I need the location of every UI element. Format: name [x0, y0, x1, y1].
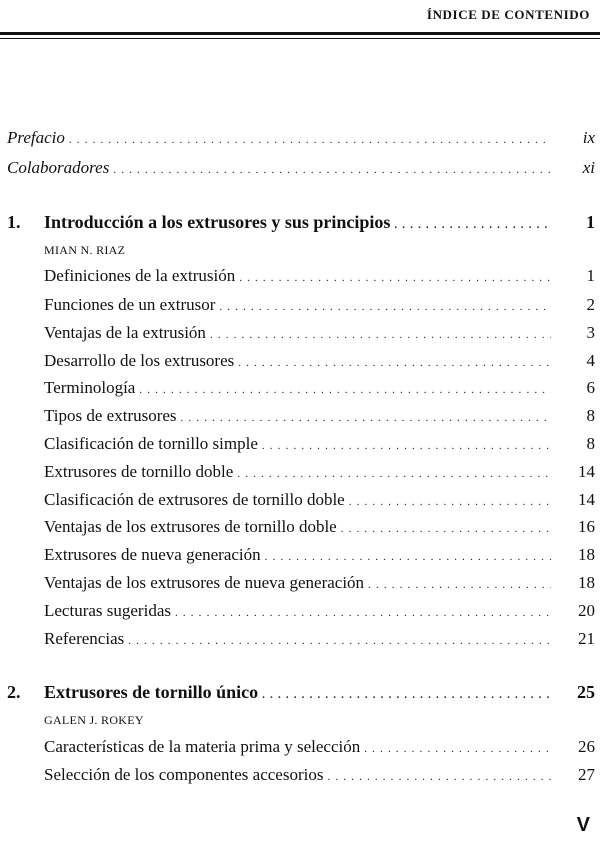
chapter-title: Introducción a los extrusores y sus principios [44, 212, 391, 232]
toc-entry-label: Funciones de un extrusor [44, 295, 216, 314]
toc-entry[interactable] [44, 351, 595, 373]
toc-entry[interactable] [44, 434, 595, 456]
page-number: V [576, 814, 590, 836]
dot-leader [219, 297, 551, 317]
dot-leader [394, 215, 551, 235]
dot-leader [128, 631, 551, 651]
toc-entry-page: 20 [578, 601, 595, 620]
toc-entry[interactable] [44, 378, 595, 400]
toc-entry-page: 18 [578, 573, 595, 592]
dot-leader [210, 325, 551, 345]
toc-entry-label: Lecturas sugeridas [44, 601, 171, 620]
toc-entry[interactable] [44, 765, 595, 787]
toc-entry[interactable] [44, 266, 595, 288]
toc-entry[interactable] [44, 295, 595, 317]
toc-entry-page: 26 [578, 737, 595, 756]
dot-leader [181, 408, 551, 428]
toc-entry-label: Ventajas de la extrusión [44, 323, 206, 342]
toc-entry[interactable] [44, 545, 595, 567]
chapter-page: 25 [577, 682, 595, 702]
toc-entry[interactable] [44, 601, 595, 623]
dot-leader [238, 353, 551, 373]
toc-entry[interactable] [44, 490, 595, 512]
chapter-title: Extrusores de tornillo único [44, 682, 259, 702]
toc-entry[interactable] [44, 737, 595, 759]
toc-entry-label: Clasificación de tornillo simple [44, 434, 258, 453]
toc-entry-page: 1 [586, 266, 595, 285]
toc-entry-label: Características de la materia prima y selección [44, 737, 361, 756]
dot-leader [341, 519, 551, 539]
toc-entry-prefacio[interactable] [7, 128, 595, 150]
toc-entry-page: xi [582, 158, 595, 177]
toc-entry-label: Referencias [44, 629, 125, 648]
toc-entry-label: Ventajas de los extrusores de tornillo doble [44, 517, 337, 536]
toc-entry-page: 14 [578, 462, 595, 481]
toc-entry-colaboradores[interactable] [7, 158, 595, 180]
toc-entry-label: Tipos de extrusores [44, 406, 177, 425]
toc-entry-page: 4 [586, 351, 595, 370]
toc-entry-label: Definiciones de la extrusión [44, 266, 236, 285]
toc-entry-label: Colaboradores [7, 158, 110, 177]
toc-entry[interactable] [44, 323, 595, 345]
toc-entry[interactable] [44, 573, 595, 595]
header-rule-thick [0, 32, 600, 35]
toc-entry-label: Terminología [44, 378, 136, 397]
toc-entry-page: 18 [578, 545, 595, 564]
toc-entry-label: Extrusores de tornillo doble [44, 462, 234, 481]
toc-entry[interactable] [44, 629, 595, 651]
toc-entry-label: Selección de los componentes accesorios [44, 765, 324, 784]
chapter-entry-1[interactable] [44, 212, 595, 235]
dot-leader [239, 268, 551, 288]
toc-entry[interactable] [44, 517, 595, 539]
dot-leader [69, 130, 551, 150]
chapter-page: 1 [586, 212, 595, 232]
dot-leader [349, 492, 551, 512]
toc-entry-page: 21 [578, 629, 595, 648]
chapter-number: 2. [7, 682, 21, 702]
toc-entry-label: Ventajas de los extrusores de nueva generación [44, 573, 365, 592]
dot-leader [139, 380, 551, 400]
dot-leader [265, 547, 551, 567]
toc-entry-page: 14 [578, 490, 595, 509]
toc-entry-page: 16 [578, 517, 595, 536]
dot-leader [175, 603, 551, 623]
dot-leader [368, 575, 551, 595]
toc-entry-label: Prefacio [7, 128, 65, 147]
toc-entry-page: 8 [586, 434, 595, 453]
toc-entry-page: ix [582, 128, 595, 147]
toc-entry-label: Clasificación de extrusores de tornillo doble [44, 490, 345, 509]
chapter-entry-2[interactable] [44, 682, 595, 705]
toc-entry[interactable] [44, 462, 595, 484]
dot-leader [364, 739, 551, 759]
chapter-author: MIAN N. RIAZ [44, 243, 126, 257]
header-rule-thin [0, 38, 600, 39]
toc-entry-label: Desarrollo de los extrusores [44, 351, 235, 370]
dot-leader [113, 160, 551, 180]
chapter-number: 1. [7, 212, 21, 232]
toc-entry-page: 6 [586, 378, 595, 397]
page-title: ÍNDICE DE CONTENIDO [426, 7, 590, 22]
toc-entry-page: 3 [586, 323, 595, 342]
dot-leader [262, 436, 551, 456]
toc-entry-label: Extrusores de nueva generación [44, 545, 261, 564]
dot-leader [327, 767, 551, 787]
dot-leader [237, 464, 551, 484]
toc-entry-page: 8 [586, 406, 595, 425]
dot-leader [262, 685, 551, 705]
toc-entry[interactable] [44, 406, 595, 428]
chapter-author: GALEN J. ROKEY [44, 713, 144, 727]
toc-entry-page: 27 [578, 765, 595, 784]
toc-entry-page: 2 [586, 295, 595, 314]
